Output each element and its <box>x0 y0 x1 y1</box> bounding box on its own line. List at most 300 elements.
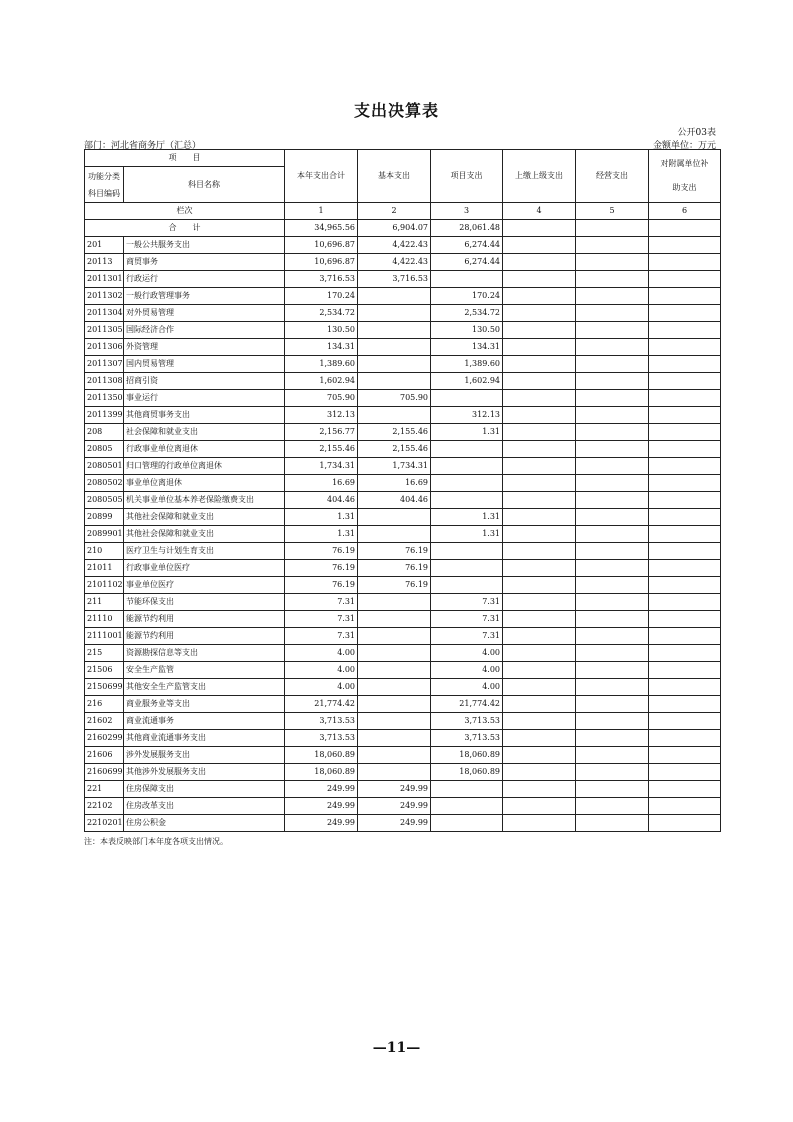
row-code: 22102 <box>85 798 124 815</box>
row-project <box>431 492 503 509</box>
row-name: 机关事业单位基本养老保险缴费支出 <box>124 492 285 509</box>
column-index-cell: 2 <box>358 203 431 220</box>
header-total: 本年支出合计 <box>285 150 358 203</box>
row-total: 1,602.94 <box>285 373 358 390</box>
row-total: 18,060.89 <box>285 764 358 781</box>
row-subsidy <box>649 611 721 628</box>
row-upper <box>503 356 576 373</box>
row-basic <box>358 407 431 424</box>
row-total: 7.31 <box>285 594 358 611</box>
row-subsidy <box>649 781 721 798</box>
row-total: 16.69 <box>285 475 358 492</box>
row-business <box>576 679 649 696</box>
total-row-project: 28,061.48 <box>431 220 503 237</box>
row-project <box>431 798 503 815</box>
row-code: 21011 <box>85 560 124 577</box>
row-business <box>576 339 649 356</box>
row-project: 7.31 <box>431 611 503 628</box>
header-project: 项目支出 <box>431 150 503 203</box>
row-basic: 76.19 <box>358 543 431 560</box>
row-code: 2160299 <box>85 730 124 747</box>
row-business <box>576 594 649 611</box>
table-row <box>85 815 721 832</box>
row-name: 行政事业单位离退休 <box>124 441 285 458</box>
row-name: 外资管理 <box>124 339 285 356</box>
row-total: 1,389.60 <box>285 356 358 373</box>
page-number: —11— <box>372 1040 421 1056</box>
table-row <box>85 390 721 407</box>
row-subsidy <box>649 475 721 492</box>
header-subsidy <box>649 150 721 203</box>
total-row-total: 34,965.56 <box>285 220 358 237</box>
row-name: 事业单位离退休 <box>124 475 285 492</box>
row-name: 涉外发展服务支出 <box>124 747 285 764</box>
row-upper <box>503 611 576 628</box>
row-basic: 705.90 <box>358 390 431 407</box>
row-business <box>576 560 649 577</box>
table-row <box>85 492 721 509</box>
row-project: 18,060.89 <box>431 747 503 764</box>
row-business <box>576 730 649 747</box>
row-project: 3,713.53 <box>431 730 503 747</box>
row-basic: 1,734.31 <box>358 458 431 475</box>
row-business <box>576 373 649 390</box>
row-subsidy <box>649 764 721 781</box>
row-name: 资源勘探信息等支出 <box>124 645 285 662</box>
row-code: 20113 <box>85 254 124 271</box>
row-upper <box>503 458 576 475</box>
row-business <box>576 492 649 509</box>
row-name: 住房改革支出 <box>124 798 285 815</box>
row-basic: 4,422.43 <box>358 237 431 254</box>
row-total: 4.00 <box>285 645 358 662</box>
row-total: 2,155.46 <box>285 441 358 458</box>
table-row <box>85 662 721 679</box>
row-name: 事业单位医疗 <box>124 577 285 594</box>
row-code: 2011350 <box>85 390 124 407</box>
header-upper: 上缴上级支出 <box>503 150 576 203</box>
header-code <box>85 167 124 203</box>
row-total: 4.00 <box>285 679 358 696</box>
row-code: 215 <box>85 645 124 662</box>
row-project: 1.31 <box>431 509 503 526</box>
table-row <box>85 560 721 577</box>
table-row <box>85 509 721 526</box>
total-row-business <box>576 220 649 237</box>
row-project: 3,713.53 <box>431 713 503 730</box>
row-code: 2011301 <box>85 271 124 288</box>
row-basic: 16.69 <box>358 475 431 492</box>
column-index-label: 栏次 <box>85 203 285 220</box>
row-subsidy <box>649 645 721 662</box>
row-subsidy <box>649 526 721 543</box>
row-subsidy <box>649 713 721 730</box>
row-business <box>576 322 649 339</box>
row-code: 2080501 <box>85 458 124 475</box>
row-business <box>576 543 649 560</box>
row-name: 其他商业流通事务支出 <box>124 730 285 747</box>
table-row <box>85 475 721 492</box>
row-project: 7.31 <box>431 594 503 611</box>
row-total: 130.50 <box>285 322 358 339</box>
row-business <box>576 407 649 424</box>
table-row <box>85 594 721 611</box>
row-upper <box>503 662 576 679</box>
row-project <box>431 390 503 407</box>
table-row <box>85 577 721 594</box>
row-project: 4.00 <box>431 679 503 696</box>
unit-label: 金额单位：万元 <box>652 141 716 151</box>
row-basic <box>358 305 431 322</box>
row-basic: 404.46 <box>358 492 431 509</box>
row-project: 2,534.72 <box>431 305 503 322</box>
row-project: 18,060.89 <box>431 764 503 781</box>
table-row <box>85 798 721 815</box>
row-total: 4.00 <box>285 662 358 679</box>
row-total: 312.13 <box>285 407 358 424</box>
table-row <box>85 271 721 288</box>
row-total: 2,156.77 <box>285 424 358 441</box>
row-subsidy <box>649 339 721 356</box>
row-business <box>576 611 649 628</box>
row-total: 76.19 <box>285 560 358 577</box>
row-total: 21,774.42 <box>285 696 358 713</box>
row-business <box>576 747 649 764</box>
row-business <box>576 475 649 492</box>
row-basic <box>358 356 431 373</box>
row-upper <box>503 543 576 560</box>
column-index-cell: 3 <box>431 203 503 220</box>
row-project <box>431 543 503 560</box>
row-name: 住房保障支出 <box>124 781 285 798</box>
row-subsidy <box>649 815 721 832</box>
form-code: 公开03表 <box>677 128 716 138</box>
row-basic <box>358 594 431 611</box>
row-total: 3,713.53 <box>285 730 358 747</box>
row-basic: 249.99 <box>358 815 431 832</box>
row-business <box>576 696 649 713</box>
row-code: 2080502 <box>85 475 124 492</box>
row-project <box>431 441 503 458</box>
department-label: 部门：河北省商务厅（汇总） <box>84 141 202 151</box>
row-project: 1.31 <box>431 526 503 543</box>
row-subsidy <box>649 543 721 560</box>
row-business <box>576 254 649 271</box>
row-total: 170.24 <box>285 288 358 305</box>
row-total: 76.19 <box>285 543 358 560</box>
column-index-cell: 1 <box>285 203 358 220</box>
row-basic <box>358 645 431 662</box>
row-basic <box>358 713 431 730</box>
row-upper <box>503 322 576 339</box>
row-name: 能源节约利用 <box>124 611 285 628</box>
row-upper <box>503 424 576 441</box>
row-upper <box>503 475 576 492</box>
table-row <box>85 288 721 305</box>
row-total: 7.31 <box>285 628 358 645</box>
table-row <box>85 254 721 271</box>
row-code: 2111001 <box>85 628 124 645</box>
row-project: 21,774.42 <box>431 696 503 713</box>
row-code: 2101102 <box>85 577 124 594</box>
table-row <box>85 764 721 781</box>
row-upper <box>503 271 576 288</box>
row-subsidy <box>649 271 721 288</box>
row-project: 4.00 <box>431 662 503 679</box>
row-basic <box>358 526 431 543</box>
row-upper <box>503 628 576 645</box>
row-subsidy <box>649 441 721 458</box>
row-project: 7.31 <box>431 628 503 645</box>
row-name: 商业流通事务 <box>124 713 285 730</box>
row-code: 201 <box>85 237 124 254</box>
row-name: 行政事业单位医疗 <box>124 560 285 577</box>
row-subsidy <box>649 730 721 747</box>
header-subsidy-text: 对附属单位补助支出 <box>660 159 709 192</box>
row-subsidy <box>649 696 721 713</box>
row-total: 404.46 <box>285 492 358 509</box>
row-name: 国内贸易管理 <box>124 356 285 373</box>
row-subsidy <box>649 305 721 322</box>
row-project: 1.31 <box>431 424 503 441</box>
row-subsidy <box>649 254 721 271</box>
row-name: 商贸事务 <box>124 254 285 271</box>
table-row <box>85 628 721 645</box>
row-name: 节能环保支出 <box>124 594 285 611</box>
row-project: 6,274.44 <box>431 237 503 254</box>
row-name: 医疗卫生与计划生育支出 <box>124 543 285 560</box>
row-code: 208 <box>85 424 124 441</box>
row-upper <box>503 305 576 322</box>
row-subsidy <box>649 407 721 424</box>
row-subsidy <box>649 322 721 339</box>
row-upper <box>503 390 576 407</box>
row-basic: 249.99 <box>358 798 431 815</box>
row-upper <box>503 679 576 696</box>
row-total: 249.99 <box>285 798 358 815</box>
row-name: 住房公积金 <box>124 815 285 832</box>
row-total: 2,534.72 <box>285 305 358 322</box>
row-basic: 76.19 <box>358 577 431 594</box>
row-business <box>576 662 649 679</box>
row-basic <box>358 764 431 781</box>
row-code: 2011306 <box>85 339 124 356</box>
table-row <box>85 781 721 798</box>
row-name: 能源节约利用 <box>124 628 285 645</box>
row-subsidy <box>649 492 721 509</box>
row-business <box>576 764 649 781</box>
row-business <box>576 237 649 254</box>
row-basic <box>358 730 431 747</box>
row-subsidy <box>649 509 721 526</box>
row-project <box>431 577 503 594</box>
row-code: 210 <box>85 543 124 560</box>
row-name: 事业运行 <box>124 390 285 407</box>
row-subsidy <box>649 458 721 475</box>
row-business <box>576 645 649 662</box>
row-upper <box>503 815 576 832</box>
row-total: 10,696.87 <box>285 254 358 271</box>
row-upper <box>503 526 576 543</box>
row-basic <box>358 322 431 339</box>
row-basic <box>358 509 431 526</box>
row-upper <box>503 594 576 611</box>
row-upper <box>503 288 576 305</box>
row-project: 1,389.60 <box>431 356 503 373</box>
row-code: 2210201 <box>85 815 124 832</box>
row-code: 2089901 <box>85 526 124 543</box>
table-row <box>85 322 721 339</box>
table-row <box>85 373 721 390</box>
row-upper <box>503 696 576 713</box>
row-project: 1,602.94 <box>431 373 503 390</box>
table-row <box>85 441 721 458</box>
row-business <box>576 713 649 730</box>
row-project: 4.00 <box>431 645 503 662</box>
row-code: 2011305 <box>85 322 124 339</box>
row-name: 一般公共服务支出 <box>124 237 285 254</box>
row-name: 其他社会保障和就业支出 <box>124 526 285 543</box>
row-business <box>576 356 649 373</box>
row-subsidy <box>649 577 721 594</box>
row-code: 2011399 <box>85 407 124 424</box>
row-basic: 249.99 <box>358 781 431 798</box>
row-code: 2011302 <box>85 288 124 305</box>
header-name: 科目名称 <box>124 167 285 203</box>
row-basic: 3,716.53 <box>358 271 431 288</box>
table-row <box>85 730 721 747</box>
row-total: 18,060.89 <box>285 747 358 764</box>
row-code: 21506 <box>85 662 124 679</box>
row-project <box>431 475 503 492</box>
table-row <box>85 339 721 356</box>
table-row <box>85 611 721 628</box>
table-row <box>85 713 721 730</box>
row-upper <box>503 713 576 730</box>
row-name: 归口管理的行政单位离退休 <box>124 458 285 475</box>
row-code: 21110 <box>85 611 124 628</box>
row-subsidy <box>649 798 721 815</box>
row-business <box>576 390 649 407</box>
row-business <box>576 271 649 288</box>
row-project <box>431 560 503 577</box>
header-business: 经营支出 <box>576 150 649 203</box>
row-project: 134.31 <box>431 339 503 356</box>
row-code: 211 <box>85 594 124 611</box>
row-code: 216 <box>85 696 124 713</box>
row-total: 249.99 <box>285 815 358 832</box>
row-total: 76.19 <box>285 577 358 594</box>
row-upper <box>503 560 576 577</box>
row-code: 2011304 <box>85 305 124 322</box>
row-code: 2011308 <box>85 373 124 390</box>
table-row <box>85 747 721 764</box>
row-basic <box>358 628 431 645</box>
row-basic <box>358 339 431 356</box>
row-subsidy <box>649 679 721 696</box>
row-business <box>576 509 649 526</box>
row-upper <box>503 764 576 781</box>
row-upper <box>503 407 576 424</box>
row-business <box>576 458 649 475</box>
total-row-basic: 6,904.07 <box>358 220 431 237</box>
row-code: 2160699 <box>85 764 124 781</box>
row-code: 21606 <box>85 747 124 764</box>
row-basic <box>358 373 431 390</box>
row-business <box>576 781 649 798</box>
row-business <box>576 526 649 543</box>
row-project <box>431 458 503 475</box>
table-row <box>85 424 721 441</box>
row-subsidy <box>649 373 721 390</box>
row-business <box>576 424 649 441</box>
row-total: 705.90 <box>285 390 358 407</box>
row-total: 3,713.53 <box>285 713 358 730</box>
row-subsidy <box>649 237 721 254</box>
total-row-label: 合 计 <box>85 220 285 237</box>
row-project: 130.50 <box>431 322 503 339</box>
row-project <box>431 271 503 288</box>
row-upper <box>503 747 576 764</box>
row-name: 其他社会保障和就业支出 <box>124 509 285 526</box>
row-name: 对外贸易管理 <box>124 305 285 322</box>
table-row <box>85 645 721 662</box>
column-index-cell: 4 <box>503 203 576 220</box>
row-upper <box>503 237 576 254</box>
row-upper <box>503 781 576 798</box>
row-name: 行政运行 <box>124 271 285 288</box>
table-row <box>85 356 721 373</box>
row-business <box>576 441 649 458</box>
table-row <box>85 526 721 543</box>
row-subsidy <box>649 390 721 407</box>
row-basic <box>358 679 431 696</box>
row-subsidy <box>649 560 721 577</box>
row-upper <box>503 509 576 526</box>
row-code: 2080505 <box>85 492 124 509</box>
row-business <box>576 288 649 305</box>
row-name: 社会保障和就业支出 <box>124 424 285 441</box>
row-subsidy <box>649 747 721 764</box>
total-row-subsidy <box>649 220 721 237</box>
row-code: 2150699 <box>85 679 124 696</box>
row-basic <box>358 662 431 679</box>
row-basic: 4,422.43 <box>358 254 431 271</box>
column-index-cell: 5 <box>576 203 649 220</box>
row-basic <box>358 611 431 628</box>
row-name: 其他商贸事务支出 <box>124 407 285 424</box>
row-project <box>431 781 503 798</box>
row-business <box>576 577 649 594</box>
row-code: 2011307 <box>85 356 124 373</box>
row-basic <box>358 288 431 305</box>
header-item: 项 目 <box>85 150 285 167</box>
row-upper <box>503 577 576 594</box>
row-subsidy <box>649 424 721 441</box>
row-total: 134.31 <box>285 339 358 356</box>
table-row <box>85 679 721 696</box>
table-row <box>85 543 721 560</box>
row-basic <box>358 747 431 764</box>
expenditure-table <box>84 149 721 832</box>
row-basic <box>358 696 431 713</box>
row-code: 221 <box>85 781 124 798</box>
row-total: 1.31 <box>285 509 358 526</box>
table-row <box>85 696 721 713</box>
row-project: 170.24 <box>431 288 503 305</box>
row-subsidy <box>649 356 721 373</box>
row-upper <box>503 492 576 509</box>
